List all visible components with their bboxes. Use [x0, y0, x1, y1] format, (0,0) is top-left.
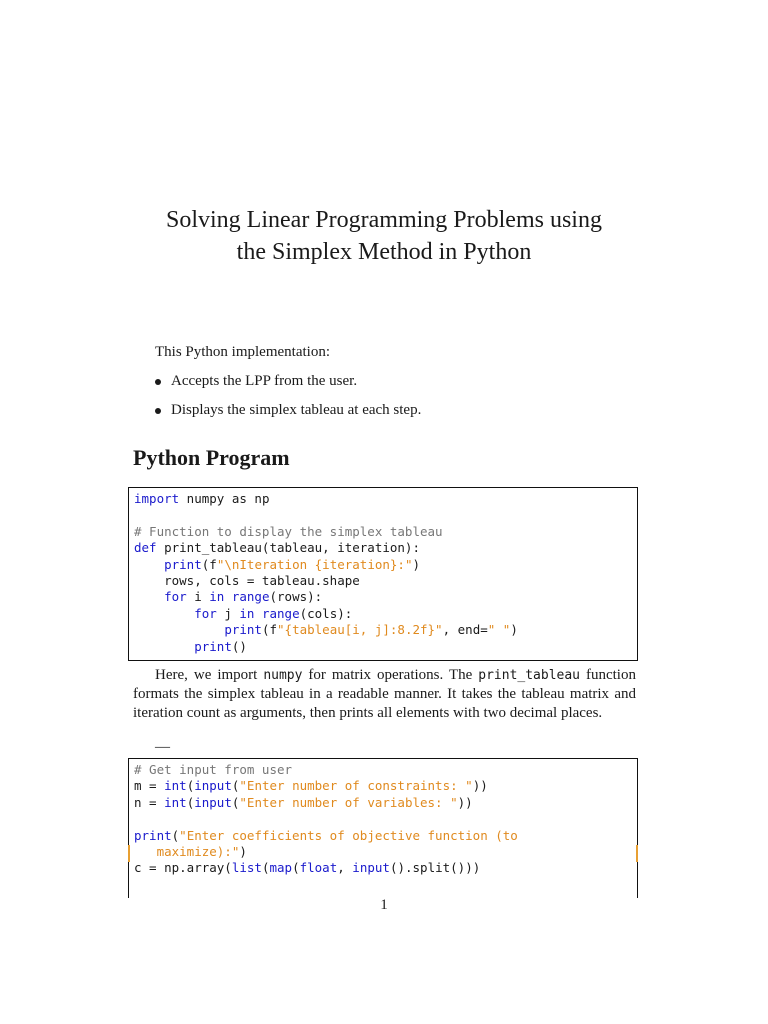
code-token: () — [231, 638, 247, 654]
code-token: (cols): — [299, 605, 353, 621]
code-line — [134, 507, 632, 523]
code-token: print_tableau(tableau, iteration): — [156, 540, 420, 556]
code-line — [134, 828, 632, 844]
code-token: "Enter number of constraints: " — [239, 778, 473, 794]
code-token: ( — [292, 860, 300, 876]
code-token: ( — [231, 794, 240, 810]
code-token: ) — [239, 843, 247, 859]
code-token: m = — [134, 778, 165, 794]
code-token — [224, 589, 232, 604]
code-line — [134, 860, 632, 876]
code-token: "Enter number of variables: " — [239, 794, 458, 810]
section-title: Python Program — [133, 445, 290, 470]
code-line — [134, 762, 632, 778]
document-title — [84, 204, 684, 268]
code-line — [134, 589, 632, 605]
code-token — [134, 844, 157, 859]
code-token: # Get input from user — [134, 762, 293, 777]
code-token: )) — [457, 794, 473, 810]
code-token: for — [194, 605, 217, 621]
code-token: float — [299, 860, 338, 876]
code-token: print — [134, 827, 172, 843]
code-block-display-function — [128, 487, 638, 661]
code-token: list — [231, 860, 262, 876]
code-token: numpy as np — [179, 491, 270, 506]
code-token — [134, 606, 194, 621]
code-token: in — [239, 605, 255, 621]
intro-text: This Python implementation: — [155, 344, 330, 360]
paragraph-text: Here, we import — [155, 667, 264, 683]
code-line — [134, 606, 632, 622]
code-block-user-input — [128, 758, 638, 898]
code-token: print — [224, 622, 262, 638]
code-token: j — [216, 605, 240, 621]
code-token: map — [269, 860, 293, 876]
feature-list — [155, 371, 421, 429]
list-item — [155, 400, 421, 420]
code-line — [134, 540, 632, 556]
code-line — [134, 778, 632, 794]
code-token — [254, 606, 262, 621]
code-token: ( — [231, 778, 240, 794]
code-token: ( — [261, 860, 270, 876]
code-token — [134, 639, 194, 654]
code-line — [134, 811, 632, 827]
code-token: int — [164, 794, 187, 810]
code-line — [134, 622, 632, 638]
code-token: , end= — [442, 622, 488, 638]
code-token: ( — [171, 827, 180, 843]
code-token: , — [337, 860, 353, 876]
code-token — [134, 622, 224, 637]
code-token: in — [209, 589, 225, 605]
code-token: input — [194, 778, 232, 794]
code-token: def — [134, 540, 157, 556]
code-token: "Enter coefficients of objective function (to — [179, 827, 518, 843]
explanation-paragraph — [133, 666, 636, 723]
inline-code: numpy — [263, 668, 303, 683]
code-line — [134, 557, 632, 573]
code-token: import — [134, 491, 180, 506]
list-item — [155, 371, 421, 391]
list-item-text: Accepts the LPP from the user. — [171, 373, 358, 389]
code-token: (rows): — [269, 589, 323, 605]
code-token: (f — [201, 556, 217, 572]
inline-code: print_tableau — [478, 668, 581, 683]
code-token: c = np.array( — [134, 860, 232, 876]
page-number: 1 — [380, 897, 388, 913]
line-wrap-marker — [128, 845, 130, 862]
code-token: maximize):" — [156, 843, 240, 859]
title-line-1: Solving Linear Programming Problems using — [166, 207, 602, 233]
code-line — [134, 491, 632, 507]
code-token: ( — [186, 794, 195, 810]
code-token — [134, 589, 164, 604]
code-line — [134, 795, 632, 811]
paragraph-text: for matrix operations. The — [302, 667, 479, 683]
code-token: rows, cols = tableau.shape — [134, 572, 360, 588]
code-token: print — [164, 556, 202, 572]
code-line — [134, 573, 632, 589]
code-token — [134, 557, 164, 572]
code-token: # Function to display the simplex tableau — [134, 523, 443, 539]
code-token: print — [194, 638, 232, 654]
code-token: range — [231, 589, 270, 605]
separator-dash: — — [155, 739, 170, 755]
list-item-text: Displays the simplex tableau at each step. — [171, 402, 422, 418]
code-line — [134, 639, 632, 655]
bullet-icon — [155, 379, 161, 385]
code-token: ) — [510, 622, 518, 638]
code-line — [134, 844, 632, 860]
code-token: i — [186, 589, 210, 605]
code-token: "\nIteration {iteration}:" — [216, 556, 413, 572]
code-token: )) — [472, 778, 488, 794]
code-token: input — [194, 794, 232, 810]
code-token: int — [164, 778, 187, 794]
code-token: n = — [134, 794, 165, 810]
code-token: (f — [261, 622, 278, 638]
code-token: range — [261, 605, 300, 621]
code-token: ().split())) — [389, 860, 481, 876]
title-line-2: the Simplex Method in Python — [236, 239, 532, 265]
code-token: input — [352, 860, 390, 876]
code-token: ( — [186, 778, 195, 794]
code-token: " " — [487, 622, 511, 638]
line-wrap-marker — [636, 845, 638, 862]
code-token: "{tableau[i, j]:8.2f}" — [277, 622, 443, 638]
paragraph-text: function formats the simplex tableau in a readable manner. It takes the tableau matrix and iteration count as arguments, then prints all elements with two decimal places. — [133, 667, 636, 721]
code-line — [134, 524, 632, 540]
code-token: ) — [412, 556, 421, 572]
bullet-icon — [155, 408, 161, 414]
code-token: for — [164, 589, 187, 605]
